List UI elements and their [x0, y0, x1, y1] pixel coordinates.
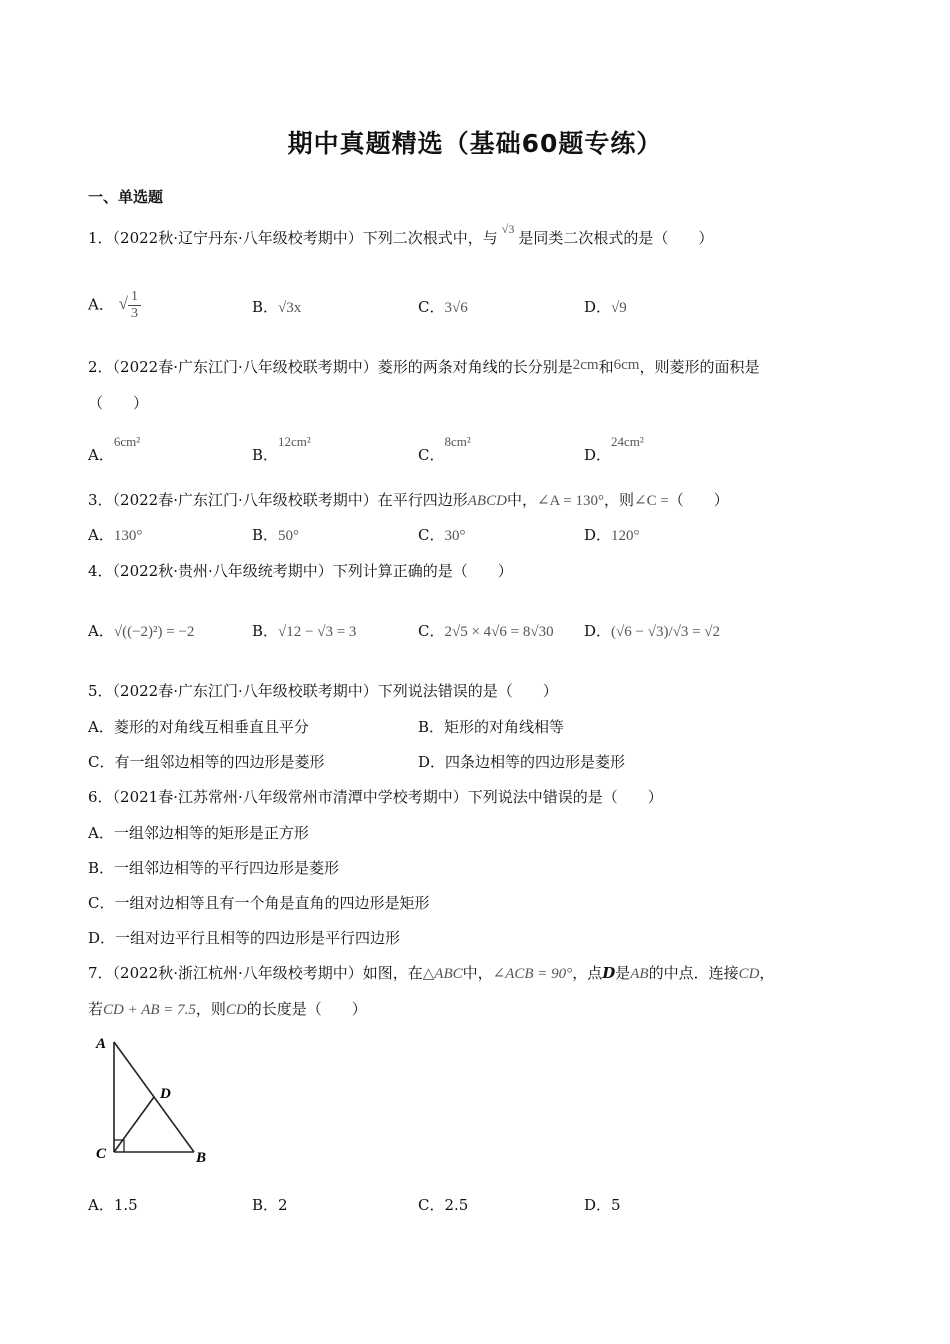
question-number: 3．: [88, 491, 113, 509]
question-text: ，则: [603, 491, 634, 509]
math-inline: ∠A = 130°: [536, 493, 604, 509]
question-1: [88, 222, 713, 248]
question-6: [88, 786, 663, 807]
option-label: D．: [584, 526, 612, 544]
option-label: D．: [584, 622, 612, 640]
option-3d[interactable]: [584, 524, 640, 545]
option-expr: 30°: [444, 528, 466, 544]
question-text: （2022春·广东江门·八年级校联考期中）下列说法错误的是（ ）: [112, 682, 558, 700]
option-label: B．: [252, 622, 279, 640]
option-expr: 50°: [278, 528, 300, 544]
option-expr: 130°: [113, 528, 143, 544]
question-number: 6．: [88, 788, 113, 806]
vertex-label-c: C: [96, 1146, 107, 1162]
option-text: 矩形的对角线相等: [444, 718, 565, 736]
option-5c[interactable]: [88, 751, 325, 772]
option-expr: √9: [611, 300, 627, 316]
option-text: 一组邻边相等的平行四边形是菱形: [114, 859, 340, 877]
option-text: 2.5: [444, 1196, 469, 1214]
option-6a[interactable]: [88, 822, 309, 843]
option-label: C．: [88, 894, 115, 912]
math-inline: CD + AB = 7.5: [103, 1002, 196, 1018]
option-3c[interactable]: [418, 524, 465, 545]
question-text: （2022秋·辽宁丹东·八年级校考期中）下列二次根式中，与: [112, 229, 498, 247]
option-expr: √3x: [278, 300, 302, 316]
question-text: 是: [615, 964, 631, 982]
question-number: 4．: [88, 562, 113, 580]
option-label: A．: [88, 824, 114, 842]
option-text: 一组邻边相等的矩形是正方形: [113, 824, 309, 842]
question-number: 1．: [88, 229, 113, 247]
point-label-d: D: [160, 1086, 171, 1102]
option-text: 菱形的对角线互相垂直且平分: [113, 718, 309, 736]
math-inline: √3: [501, 222, 515, 236]
option-expr: 8cm²: [444, 434, 471, 449]
math-inline: CD: [225, 1002, 247, 1018]
option-label: B．: [88, 859, 115, 877]
question-3: [88, 489, 729, 510]
math-render: √ $\frac{1}{3}$: [119, 289, 141, 322]
option-label: B．: [252, 446, 279, 464]
question-text: （2022春·广东江门·八年级校联考期中）菱形的两条对角线的长分别是: [112, 358, 573, 376]
option-expr: (√6 − √3)/√3 = √2: [611, 624, 721, 640]
option-text: 2: [278, 1196, 288, 1214]
option-label: B．: [252, 1196, 279, 1214]
option-2d[interactable]: [584, 432, 644, 465]
option-expr: 2√5 × 4√6 = 8√30: [444, 624, 554, 640]
option-label: C．: [418, 446, 445, 464]
option-7b[interactable]: [252, 1194, 288, 1215]
option-1b[interactable]: [252, 296, 301, 317]
option-2c[interactable]: [418, 432, 471, 465]
question-5: [88, 680, 558, 701]
page-title: 期中真题精选（基础60题专练）: [287, 129, 663, 158]
question-7: [88, 962, 774, 983]
option-text: 四条边相等的四边形是菱形: [445, 753, 626, 771]
question-text: 中，: [462, 964, 493, 982]
option-label: A．: [88, 446, 114, 464]
question-text: （2022春·广东江门·八年级校联考期中）在平行四边形: [112, 491, 468, 509]
question-number: 2．: [88, 358, 113, 376]
option-expr: √12 − √3 = 3: [278, 624, 357, 640]
option-4d[interactable]: [584, 620, 720, 641]
option-7c[interactable]: [418, 1194, 468, 1215]
question-text: 和: [598, 358, 614, 376]
question-7-line2: [88, 998, 367, 1019]
question-text: （2022秋·浙江杭州·八年级校考期中）如图，在: [112, 964, 423, 982]
math-inline: ∠C =: [634, 493, 669, 509]
question-number: 7．: [88, 964, 113, 982]
math-inline: ∠ACB = 90°: [492, 966, 573, 982]
option-1c[interactable]: [418, 296, 468, 317]
segment-cd: [114, 1097, 154, 1152]
math-inline: ABCD: [467, 493, 507, 509]
option-label: A．: [88, 1196, 114, 1214]
question-text: 中，: [506, 491, 537, 509]
question-4: [88, 560, 513, 581]
option-text: 有一组邻边相等的四边形是菱形: [114, 753, 325, 771]
option-2b[interactable]: [252, 432, 311, 465]
option-7a[interactable]: [88, 1194, 138, 1215]
question-text: （2021春·江苏常州·八年级常州市清潭中学校考期中）下列说法中错误的是（ ）: [112, 788, 663, 806]
question-text: ，则: [195, 1000, 226, 1018]
triangle-figure: [90, 1030, 220, 1170]
math-inline: 6cm: [613, 357, 640, 373]
option-label: D．: [584, 446, 612, 464]
option-4c[interactable]: [418, 620, 554, 641]
option-label: C．: [418, 298, 445, 316]
option-5a[interactable]: [88, 716, 309, 737]
section-heading: 一、单选题: [88, 188, 164, 206]
option-expr: 6cm²: [113, 434, 141, 449]
option-expr: 12cm²: [278, 434, 311, 449]
option-5b[interactable]: [418, 716, 564, 737]
option-4a[interactable]: [88, 620, 194, 641]
question-text: 的中点．连接: [648, 964, 739, 982]
option-label: D．: [418, 753, 446, 771]
math-inline: AB: [630, 966, 649, 982]
option-1d[interactable]: [584, 296, 627, 317]
option-label: D．: [584, 298, 612, 316]
question-2-line2: （ ）: [88, 394, 149, 412]
option-label: B．: [418, 718, 445, 736]
question-2: [88, 356, 759, 377]
math-inline: CD: [738, 966, 760, 982]
option-4b[interactable]: [252, 620, 356, 641]
option-label: C．: [418, 1196, 445, 1214]
option-7d[interactable]: [584, 1194, 621, 1215]
question-text: ，则菱形的面积是: [639, 358, 760, 376]
option-label: B．: [252, 298, 279, 316]
option-2a[interactable]: [88, 432, 140, 465]
option-6d[interactable]: [88, 927, 400, 948]
point-label: D: [602, 964, 616, 982]
question-text: ，点: [572, 964, 603, 982]
option-label: D．: [88, 929, 116, 947]
option-label: C．: [418, 526, 445, 544]
option-label: B．: [252, 526, 279, 544]
vertex-label-a: A: [96, 1036, 107, 1052]
option-label: A．: [88, 295, 114, 314]
option-label: A．: [88, 526, 114, 544]
option-text: 一组对边平行且相等的四边形是平行四边形: [115, 929, 401, 947]
math-inline: △ABC: [422, 966, 463, 982]
question-text: ，: [759, 964, 775, 982]
option-1a[interactable]: [88, 289, 141, 322]
question-text: 若: [88, 1000, 104, 1018]
option-expr: 24cm²: [611, 434, 644, 449]
option-expr: 3√6: [444, 300, 468, 316]
option-label: D．: [584, 1196, 612, 1214]
option-label: A．: [88, 718, 114, 736]
option-text: 5: [611, 1196, 621, 1214]
option-6b[interactable]: [88, 857, 339, 878]
option-text: 1.5: [113, 1196, 138, 1214]
option-text: 一组对边相等且有一个角是直角的四边形是矩形: [114, 894, 430, 912]
option-label: C．: [88, 753, 115, 771]
question-text: （ ）: [668, 491, 729, 509]
option-3a[interactable]: [88, 524, 142, 545]
question-number: 5．: [88, 682, 113, 700]
option-label: A．: [88, 622, 114, 640]
option-expr: 120°: [611, 528, 640, 544]
option-5d[interactable]: [418, 751, 625, 772]
math-inline: 2cm: [572, 357, 599, 373]
option-expr: √((−2)²) = −2: [113, 624, 195, 640]
question-text: （2022秋·贵州·八年级统考期中）下列计算正确的是（ ）: [112, 562, 513, 580]
question-text: 的长度是（ ）: [246, 1000, 367, 1018]
option-6c[interactable]: [88, 892, 430, 913]
option-label: C．: [418, 622, 445, 640]
option-3b[interactable]: [252, 524, 299, 545]
vertex-label-b: B: [196, 1150, 207, 1166]
question-text: 是同类二次根式的是（ ）: [518, 229, 714, 247]
